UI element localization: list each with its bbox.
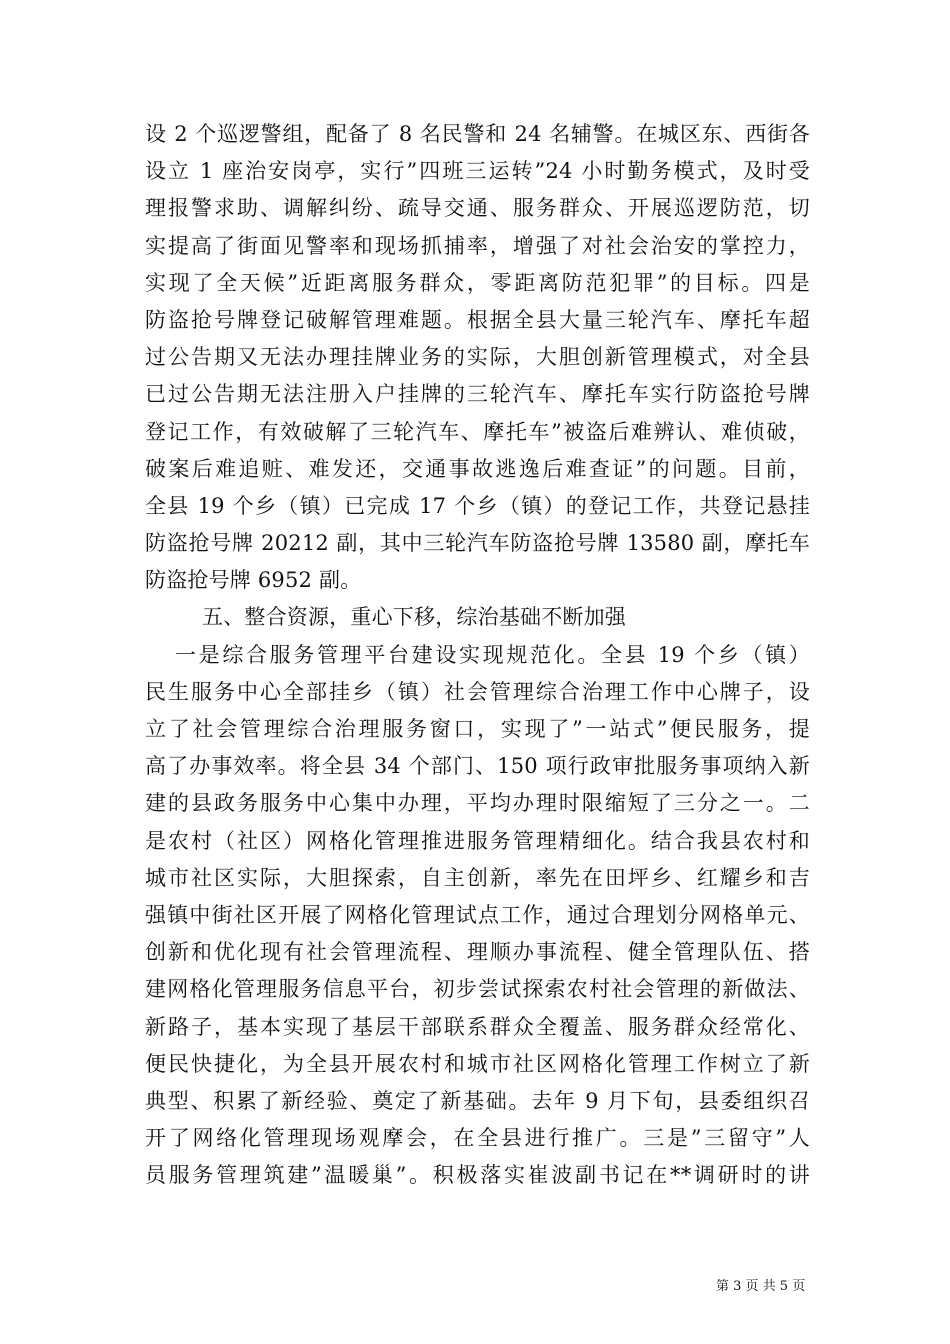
text-line: 便民快捷化，为全县开展农村和城市社区网格化管理工作树立了新	[145, 1051, 810, 1076]
text-line: 创新和优化现有社会管理流程、理顺办事流程、健全管理队伍、搭	[145, 940, 810, 965]
text-line: 新路子，基本实现了基层干部联系群众全覆盖、服务群众经常化、	[145, 1014, 810, 1039]
text-line: 破案后难追赃、难发还，交通事故逃逸后难查证”的问题。目前，	[145, 456, 810, 481]
page-number: 第 3 页 共 5 页	[716, 1279, 806, 1294]
text-line: 立了社会管理综合治理服务窗口，实现了”一站式”便民服务，提	[145, 717, 810, 741]
text-line: 全县 19 个乡（镇）已完成 17 个乡（镇）的登记工作，共登记悬挂	[145, 493, 810, 518]
text-line: 强镇中街社区开展了网格化管理试点工作，通过合理划分网格单元、	[145, 902, 810, 927]
text-line: 高了办事效率。将全县 34 个部门、150 项行政审批服务事项纳入新	[145, 754, 810, 779]
section-heading: 五、整合资源，重心下移，综治基础不断加强	[202, 605, 626, 630]
text-line: 防盗抢号牌 6952 副。	[145, 568, 362, 593]
text-line: 过公告期又无法办理挂牌业务的实际，大胆创新管理模式，对全县	[145, 345, 810, 370]
text-line: 设立 1 座治安岗亭，实行”四班三运转”24 小时勤务模式，及时受	[145, 159, 810, 184]
text-line: 登记工作，有效破解了三轮汽车、摩托车”被盗后难辨认、难侦破，	[145, 419, 810, 444]
text-line: 建的县政务服务中心集中办理，平均办理时限缩短了三分之一。二	[145, 791, 810, 816]
text-line: 是农村（社区）网格化管理推进服务管理精细化。结合我县农村和	[145, 828, 810, 853]
text-line: 设 2 个巡逻警组，配备了 8 名民警和 24 名辅警。在城区东、西街各	[145, 122, 810, 146]
text-line: 民生服务中心全部挂乡（镇）社会管理综合治理工作中心牌子，设	[145, 679, 810, 704]
text-line: 城市社区实际，大胆探索，自主创新，率先在田坪乡、红耀乡和吉	[145, 865, 810, 890]
text-line: 防盗抢号牌登记破解管理难题。根据全县大量三轮汽车、摩托车超	[145, 307, 810, 332]
text-line: 实提高了街面见警率和现场抓捕率，增强了对社会治安的掌控力，	[145, 233, 810, 258]
text-line: 防盗抢号牌 20212 副，其中三轮汽车防盗抢号牌 13580 副，摩托车	[145, 531, 810, 556]
text-line: 已过公告期无法注册入户挂牌的三轮汽车、摩托车实行防盗抢号牌	[145, 382, 810, 407]
text-line: 开了网络化管理现场观摩会，在全县进行推广。三是”三留守”人	[145, 1126, 810, 1151]
text-line: 员服务管理筑建”温暖巢”。积极落实崔波副书记在**调研时的讲	[145, 1163, 810, 1188]
document-body	[145, 116, 810, 1194]
text-line: 理报警求助、调解纠纷、疏导交通、服务群众、开展巡逻防范，切	[145, 196, 810, 221]
text-line: 建网格化管理服务信息平台，初步尝试探索农村社会管理的新做法、	[145, 977, 810, 1002]
text-line: 典型、积累了新经验、奠定了新基础。去年 9 月下旬，县委组织召	[145, 1088, 810, 1113]
text-line: 实现了全天候”近距离服务群众，零距离防范犯罪”的目标。四是	[145, 270, 810, 295]
text-line: 一是综合服务管理平台建设实现规范化。全县 19 个乡（镇）	[175, 642, 810, 667]
